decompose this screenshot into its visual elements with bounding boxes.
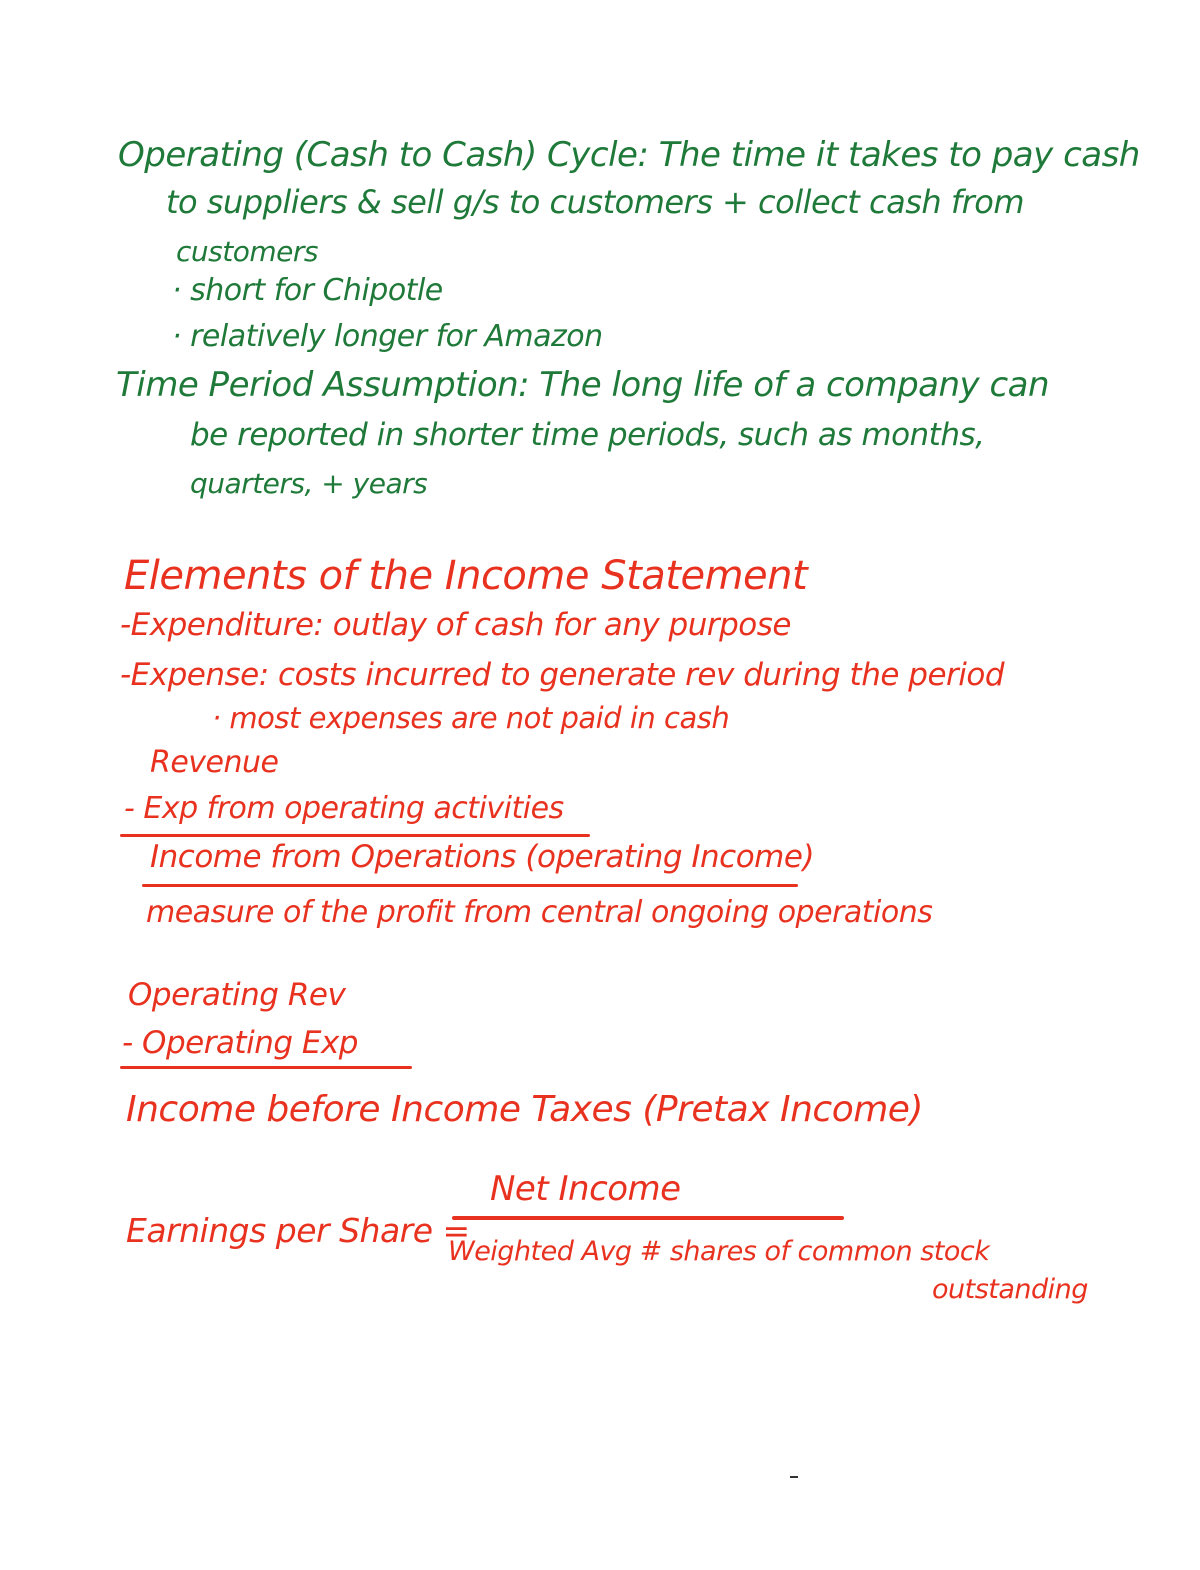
profit-measure: measure of the profit from central ongoing operations: [146, 895, 933, 930]
revenue-label: Revenue: [150, 745, 279, 780]
underline-operating-activities: [120, 834, 590, 837]
time-period-assumption: Time Period Assumption: The long life of a company can: [116, 365, 1050, 405]
eps-denominator-cont: outstanding: [932, 1274, 1088, 1305]
operating-cycle-definition: Operating (Cash to Cash) Cycle: The time it takes to pay cash: [118, 135, 1140, 175]
exp-operating-activities: - Exp from operating activities: [124, 791, 564, 826]
operating-exp-label: - Operating Exp: [122, 1025, 358, 1061]
operating-rev-label: Operating Rev: [128, 977, 346, 1013]
eps-denominator: Weighted Avg # shares of common stock: [448, 1236, 990, 1267]
underline-operating-exp: [120, 1066, 412, 1069]
income-from-operations: Income from Operations (operating Income): [150, 839, 815, 875]
operating-cycle-definition-cont2: customers: [176, 235, 318, 268]
chipotle-bullet: · short for Chipotle: [172, 273, 443, 308]
expense-note: · most expenses are not paid in cash: [212, 701, 730, 735]
expenditure-definition: -Expenditure: outlay of cash for any purpose: [120, 607, 791, 643]
eps-fraction-bar: [452, 1216, 844, 1220]
operating-cycle-definition-cont: to suppliers & sell g/s to customers + collect cash from: [166, 183, 1024, 221]
time-period-assumption-cont: be reported in shorter time periods, such as months,: [190, 417, 985, 453]
amazon-bullet: · relatively longer for Amazon: [172, 319, 603, 354]
eps-numerator: Net Income: [490, 1169, 681, 1209]
underline-income-from-operations: [142, 884, 798, 887]
eps-label: Earnings per Share =: [126, 1211, 470, 1250]
expense-definition: -Expense: costs incurred to generate rev during the period: [120, 657, 1005, 693]
time-period-assumption-cont2: quarters, + years: [190, 467, 428, 500]
income-statement-heading: Elements of the Income Statement: [124, 553, 808, 599]
stray-mark: [790, 1476, 798, 1478]
pretax-income: Income before Income Taxes (Pretax Income): [126, 1089, 923, 1130]
